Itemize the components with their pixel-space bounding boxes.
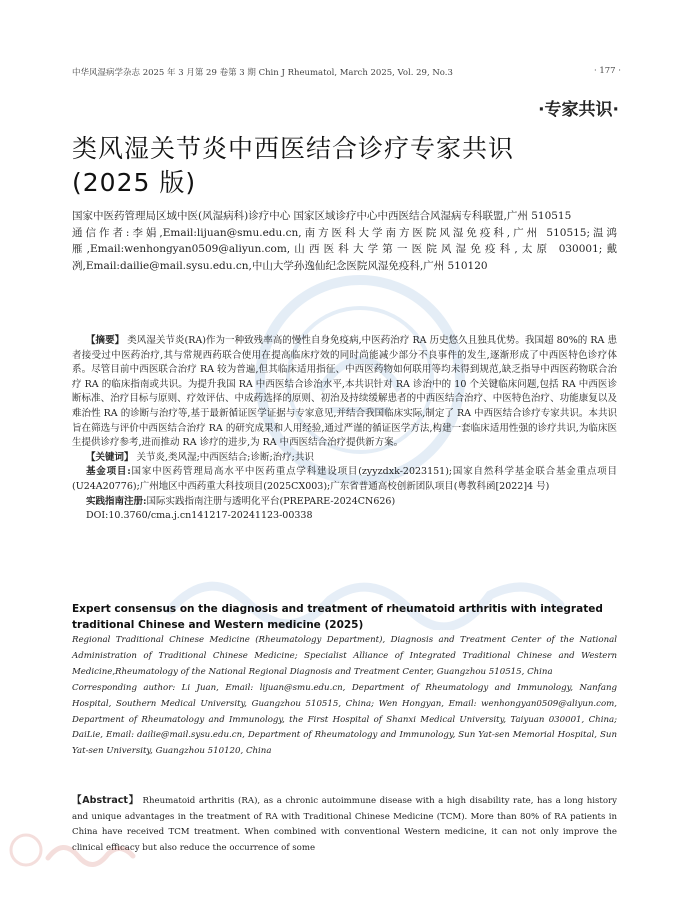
en-abstract-text: Rheumatoid arthritis (RA), as a chronic autoimmune disease with a high disability rate, has a long history and unique advantages in the treatment of RA with Traditional Chinese Medicine (TCM). More than 80% of RA patients in China have received TCM treatment. When combined with conventional Western medicine, it can not only improve the clinical efficacy but also reduce the occurrence of some	[72, 796, 617, 853]
en-abstract	[72, 793, 617, 856]
en-affiliation	[72, 633, 617, 760]
cn-org: 国家中医药管理局区域中医(风湿病科)诊疗中心 国家区域诊疗中心中西医结合风湿病专科联盟,广州 510515	[72, 210, 572, 222]
cn-doi: DOI:10.3760/cma.j.cn141217-20241123-00338	[86, 510, 313, 522]
article-title-line2: (2025 版)	[72, 168, 197, 197]
en-abstract-label: 【Abstract】	[72, 795, 139, 806]
cn-keywords	[72, 451, 617, 466]
cn-keywords-text: 关节炎,类风湿;中西医结合;诊断;治疗;共识	[136, 451, 314, 463]
running-head	[72, 66, 621, 78]
cn-abstract-text: 类风湿关节炎(RA)作为一种致残率高的慢性自身免疫病,中医药治疗 RA 历史悠久且独具优势。我国超 80%的 RA 患者接受过中医药治疗,其与常规西药联合使用在提高临床疗效的同时尚能减少部分不良事件的发生,逐渐形成了中西医特色诊疗体系。尽管目前中西医联合治疗 RA 较为普遍,但其临床适用指征、中西医药物如何联用等均未得到规范,缺乏指导中西医药物联合治疗 RA 的临床指南或共识。为提升我国 RA 中西医结合诊治水平,本共识针对 RA 诊治中的 10 个关键临床问题,包括 RA 中西医诊断标准、治疗目标与原则、疗效评估、中成药选择的原则、初治及持续缓解患者的中西医结合治疗、中医特色治疗、功能康复以及难治性 RA 的诊断与治疗等,基于最新循证医学证据与专家意见,并结合我国临床实际,制定了 RA 中西医结合诊疗专家共识。本共识旨在筛选与评价中西医结合治疗 RA 的研究成果和人用经验,通过严谨的循证医学方法,构建一套临床适用性强的诊疗共识,为临床医生提供诊疗参考,进而推动 RA 诊疗的进步,为 RA 中西医结合治疗提供新方案。	[72, 335, 617, 449]
cn-abstract	[72, 334, 617, 451]
column-tag: ·专家共识·	[538, 100, 619, 120]
article-title	[72, 132, 592, 200]
cn-registry-label: 实践指南注册:	[86, 495, 147, 507]
en-corresponding: Corresponding author: Li Juan, Email: lijuan@smu.edu.cn, Department of Rheumatology and Immunology, Nanfang Hospital, Southern Medical University, Guangzhou 510515, China; Wen Hongyan, Email: wenhongyan0509@aliyun.com, Department of Rheumatology and Immunology, the First Hospital of Shanxi Medical University, Taiyuan 030001, China; DaiLie, Email: dailie@mail.sysu.edu.cn, Department of Rheumatology and Immunology, Sun Yat-sen Memorial Hospital, Sun Yat-sen University, Guangzhou 510120, China	[72, 682, 617, 757]
cn-registry	[72, 495, 617, 510]
running-head-text: 中华风湿病学杂志 2025 年 3 月第 29 卷第 3 期 Chin J Rheumatol, March 2025, Vol. 29, No.3	[72, 68, 453, 78]
cn-fund-label: 基金项目:	[86, 466, 131, 478]
article-title-line1: 类风湿关节炎中西医结合诊疗专家共识	[72, 134, 515, 163]
page-number: · 177 ·	[593, 66, 621, 76]
cn-fund	[72, 465, 617, 494]
en-title: Expert consensus on the diagnosis and treatment of rheumatoid arthritis with integrated traditional Chinese and Western medicine (2025)	[72, 603, 603, 631]
cn-corresponding: 通信作者:李娟,Email:lijuan@smu.edu.cn,南方医科大学南方医院风湿免疫科,广州 510515;温鸿雁,Email:wenhongyan0509@aliyun.com,山西医科大学第一医院风湿免疫科,太原 030001;戴冽,Email:dailie@mail.sysu.edu.cn,中山大学孙逸仙纪念医院风湿免疫科,广州 510120	[72, 226, 617, 272]
cn-registry-text: 国际实践指南注册与透明化平台(PREPARE-2024CN626)	[146, 495, 396, 507]
cn-fund-text: 国家中医药管理局高水平中医药重点学科建设项目(zyyzdxk-2023151);国家自然科学基金联合基金重点项目(U24A20776);广州地区中西药重大科技项目(2025CX003);广东省普通高校创新团队项目(粤教科函[2022]4 号)	[72, 466, 617, 492]
en-org: Regional Traditional Chinese Medicine (Rheumatology Department), Diagnosis and Treatment Center of the National Administration of Traditional Chinese Medicine; Specialist Alliance of Integrated Traditional Chinese and Western Medicine,Rheumatology of the National Regional Diagnosis and Treatment Center, Guangzhou 510515, China	[72, 635, 617, 677]
cn-abstract-block	[72, 334, 617, 524]
cn-abstract-label: 【摘要】	[86, 335, 125, 346]
cn-affiliation	[72, 208, 617, 274]
cn-keywords-label: 【关键词】	[86, 451, 134, 463]
